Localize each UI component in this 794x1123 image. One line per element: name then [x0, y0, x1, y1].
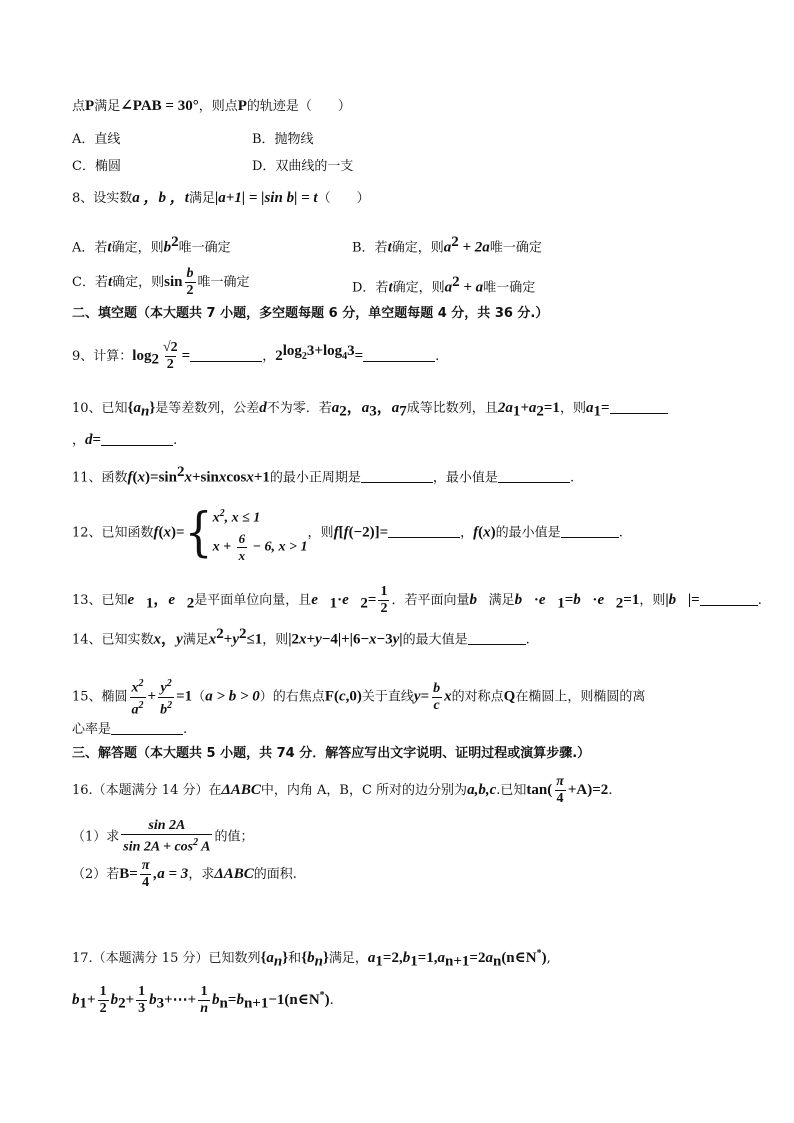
q14: 14、已知实数x，y满足$x^2+y^2\le 1$，则|2x+y−4|+|6−x−3y|的最大值是 . [72, 626, 530, 648]
q13: 13、已知$e⃗_1$，$e⃗_2$是平面单位向量，且$e⃗_1\cdot e⃗_2=$ $\frac{1}{2}$ ．若平面向量b⃗满足$b⃗\cdot e⃗_1=b⃗\cdot e⃗_2=1$，则|b⃗|= . [72, 584, 762, 616]
q16-part1: （1）求 $\frac{\sin 2A}{\sin 2A + \cos^2 A}$ 的值； [72, 818, 254, 855]
q15-line2: 心率是 . [72, 722, 188, 737]
q8-option-b[interactable]: B．若t确定，则$a^2 + 2a$唯一确定 [352, 234, 542, 256]
q10-answer-blank-1[interactable] [610, 399, 668, 414]
q7-stem: 点P满足∠PAB = 30°，则点P的轨迹是（ ） [72, 98, 351, 114]
q15-answer-blank[interactable] [111, 720, 183, 735]
q12: 12、已知函数f(x)= { $x^2$, x ≤ 1 x + $\frac{6}{x}$ − 6, x > 1 ，则f[f(−2)]= ，f(x)的最小值是 . [72, 501, 623, 563]
q16-part2: （2）若B= $\frac{\pi}{4}$ ,a = 3，求ΔABC的面积. [72, 858, 297, 890]
section-fill-in-heading: 二、填空题（本大题共 7 小题，多空题每题 6 分，单空题每题 4 分，共 36 分.） [72, 306, 549, 321]
q8-option-d[interactable]: D．若t确定，则$a^2 + a$唯一确定 [352, 274, 536, 296]
q8-option-c[interactable]: C．若t确定，则sin $\frac{b}{2}$ 唯一确定 [72, 266, 250, 298]
q14-answer-blank[interactable] [468, 630, 526, 645]
q9: 9、计算：$\log_2$ $\frac{√2}{2}$ = ，$2^{log_23+log_43}=$ . [72, 340, 440, 372]
q7-option-c[interactable]: C．椭圆 [72, 159, 121, 174]
q10-line1: 10、已知$\{a_n\}$是等差数列，公差d不为零．若$a_2$，$a_3$，$a_7$成等比数列，且$2a_1+a_2=1$，则$a_1=$ [72, 398, 668, 422]
q7-angle: ∠PAB = 30° [120, 98, 199, 114]
q9-answer-blank-2[interactable] [363, 347, 435, 362]
q7-option-a[interactable]: A．直线 [72, 132, 121, 147]
q10-answer-blank-2[interactable] [101, 431, 173, 446]
q8-stem: 8、设实数a ，b ，t满足|a+1| = |sin b| = t（ ） [72, 190, 370, 206]
q12-answer-blank-2[interactable] [561, 523, 619, 538]
q10-line2: ，d= . [72, 432, 178, 448]
q15-line1: 15、椭圆 $\frac{x^2}{a^2}$ + $\frac{y^2}{b^2}$ =1（a > b > 0）的右焦点F(c,0)关于直线y= $\frac{b}{c}$ x的对称点Q在椭圆上，则椭圆的离 [72, 678, 646, 718]
q17-stem: 17.（本题满分 15 分）已知数列$\{a_n\}$和$\{b_n\}$满足，$a_1=2,b_1=1,a_{n+1}=2a_n(n\in N^*)$, [72, 948, 551, 970]
q12-piecewise: { $x^2$, x ≤ 1 x + $\frac{6}{x}$ − 6, x > 1 [184, 501, 308, 563]
q11-answer-blank-2[interactable] [498, 468, 570, 483]
q11-answer-blank-1[interactable] [361, 468, 433, 483]
q9-answer-blank-1[interactable] [190, 347, 262, 362]
section-solution-heading: 三、解答题（本大题共 5 小题，共 74 分．解答应写出文字说明、证明过程或演算步骤.） [72, 746, 591, 761]
q11: 11、函数$f(x)=\sin^2x+sinxcosx+1$的最小正周期是 ，最小值是 . [72, 464, 575, 486]
q13-answer-blank[interactable] [700, 591, 758, 606]
q8-option-a[interactable]: A．若t确定，则$b^2$唯一确定 [72, 234, 231, 256]
q7-option-b[interactable]: B．抛物线 [252, 132, 314, 147]
q17-recurrence: $b_1+$ $\frac{1}{2}$ $b_2+$ $\frac{1}{3}$ $b_3+\cdots+$ $\frac{1}{n}$ $b_n=b_{n+1}-1(n\in N^*)$. [72, 984, 334, 1016]
q16-stem: 16.（本题满分 14 分）在ΔABC中，内角 A，B，C 所对的边分别为a,b,c.已知tan( $\frac{\pi}{4}$ +A)=2. [72, 774, 613, 806]
q12-answer-blank-1[interactable] [388, 523, 460, 538]
q7-option-d[interactable]: D．双曲线的一支 [252, 159, 354, 174]
